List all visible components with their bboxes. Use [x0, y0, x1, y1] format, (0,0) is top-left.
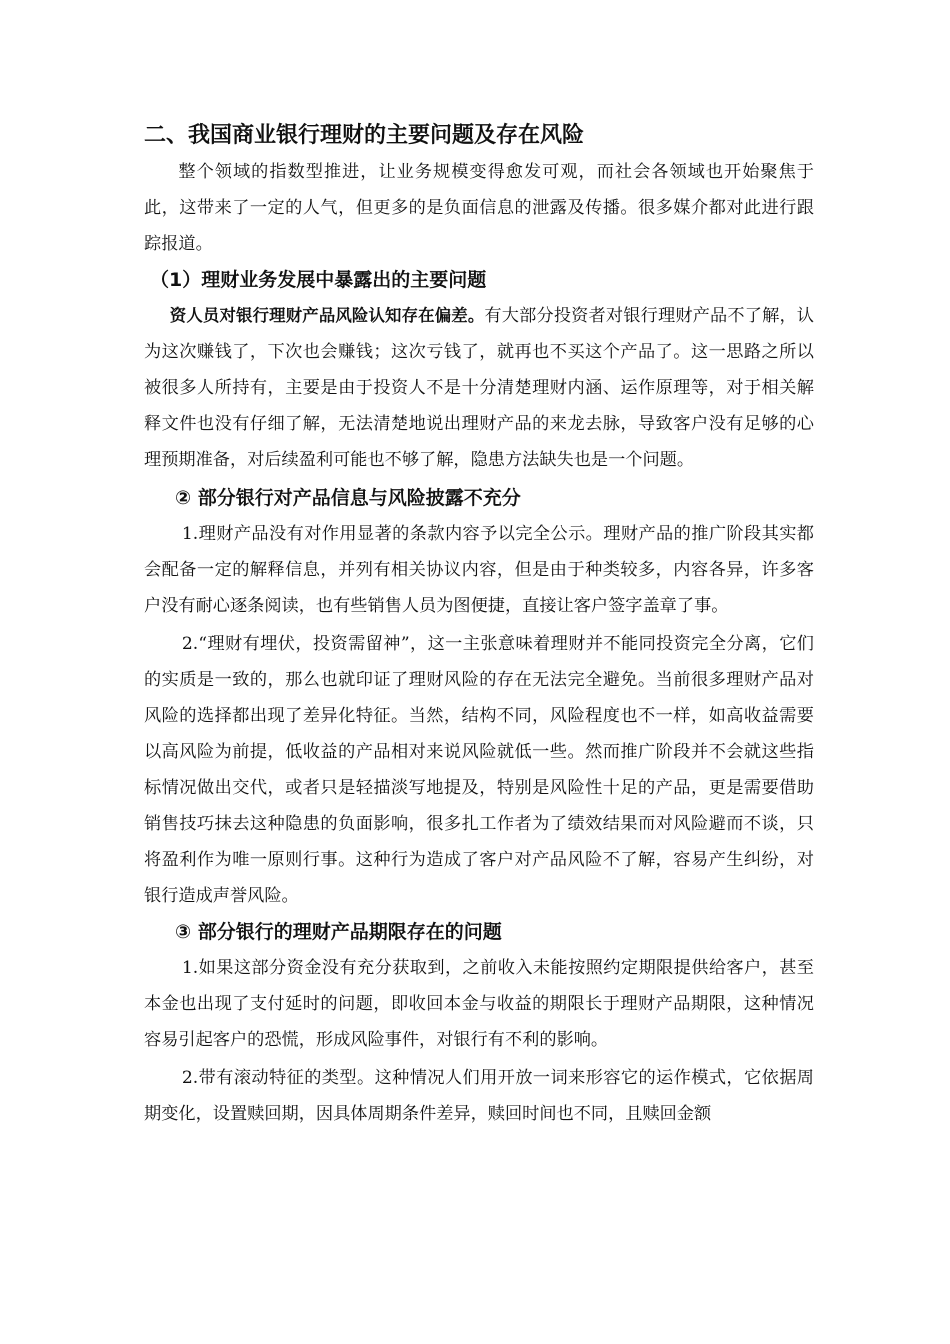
- section-title: 二、我国商业银行理财的主要问题及存在风险: [144, 123, 585, 148]
- subsection-lead-sentence: 资人员对银行理财产品风险认知存在偏差。: [169, 306, 485, 325]
- point-2-title: ② 部分银行对产品信息与风险披露不充分: [175, 487, 521, 509]
- point-3-item-2: 2.带有滚动特征的类型。这种情况人们用开放一词来形容它的运作模式，它依据周期变化，设置赎回期，因具体周期条件差异，赎回时间也不同，且赎回金额: [144, 1068, 814, 1124]
- section-intro-paragraph: 整个领域的指数型推进，让业务规模变得愈发可观，而社会各领域也开始聚焦于此，这带来了一定的人气，但更多的是负面信息的泄露及传播。很多媒介都对此进行跟踪报道。: [144, 162, 814, 254]
- point-3-item-1: 1.如果这部分资金没有充分获取到，之前收入未能按照约定期限提供给客户，甚至本金也出现了支付延时的问题，即收回本金与收益的期限长于理财产品期限，这种情况容易引起客户的恐慌，形成风险事件，对银行有不利的影响。: [144, 958, 814, 1050]
- subsection-body-text: 有大部分投资者对银行理财产品不了解，认为这次赚钱了，下次也会赚钱；这次亏钱了，就再也不买这个产品了。这一思路之所以被很多人所持有，主要是由于投资人不是十分清楚理财内涵、运作原理等，对于相关解释文件也没有仔细了解，无法清楚地说出理财产品的来龙去脉，导致客户没有足够的心理预期准备，对后续盈利可能也不够了解，隐患方法缺失也是一个问题。: [144, 306, 814, 470]
- subsection-paragraph: [144, 298, 814, 478]
- document-page: [144, 118, 814, 1132]
- point-2-item-1: 1.理财产品没有对作用显著的条款内容予以完全公示。理财产品的推广阶段其实都会配备一定的解释信息，并列有相关协议内容，但是由于种类较多，内容各异，许多客户没有耐心逐条阅读，也有些销售人员为图便捷，直接让客户签字盖章了事。: [144, 524, 814, 616]
- point-3-title: ③ 部分银行的理财产品期限存在的问题: [175, 921, 502, 943]
- point-2-item-2: 2.“理财有埋伏，投资需留神”，这一主张意味着理财并不能同投资完全分离，它们的实质是一致的，那么也就印证了理财风险的存在无法完全避免。当前很多理财产品对风险的选择都出现了差异化特征。当然，结构不同，风险程度也不一样，如高收益需要以高风险为前提，低收益的产品相对来说风险就低一些。然而推广阶段并不会就这些指标情况做出交代，或者只是轻描淡写地提及，特别是风险性十足的产品，更是需要借助销售技巧抹去这种隐患的负面影响，很多扎工作者为了绩效结果而对风险避而不谈，只将盈利作为唯一原则行事。这种行为造成了客户对产品风险不了解，容易产生纠纷，对银行造成声誉风险。: [144, 634, 814, 906]
- subsection-title: （1）理财业务发展中暴露出的主要问题: [150, 269, 487, 291]
